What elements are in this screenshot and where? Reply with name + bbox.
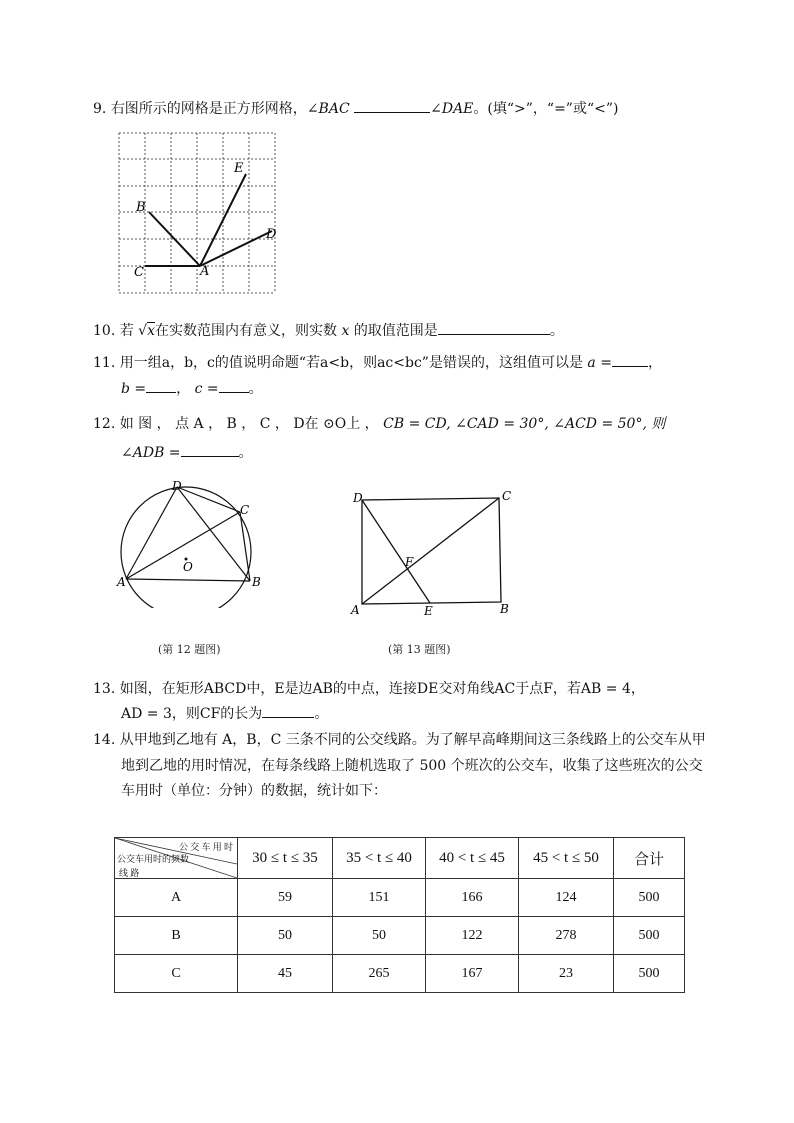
q11-line1 (93, 352, 662, 372)
question-number: 9. (93, 101, 107, 117)
q10-answer-blank[interactable] (438, 320, 550, 335)
q13-caption: (第 13 题图) (388, 643, 451, 656)
point-label-e: E (234, 161, 244, 176)
q13-line1 (93, 678, 645, 698)
table-header: 30 ≤ t ≤ 35 (238, 838, 333, 879)
q9-text: 右图所示的网格是正方形网格， (110, 101, 307, 117)
point-label-b: B (500, 602, 509, 616)
table-corner-cell (115, 838, 238, 879)
bus-time-table (114, 837, 685, 993)
q12-text: 如 图 ， 点 A ， B ， C ， D在 ⊙O上 ， (119, 416, 379, 432)
route-cell: C (115, 955, 238, 993)
q14-text-2: 地到乙地的用时情况，在每条线路上随机选取了 500 个班次的公交车，收集了这些班次的公交 (121, 758, 703, 774)
point-label-b: B (136, 200, 146, 215)
q10-text: 若 (119, 323, 134, 339)
q9-angle-lines (145, 174, 272, 266)
q11-line2 (121, 378, 263, 398)
q13-answer-blank[interactable] (262, 703, 314, 718)
table-cell: 50 (333, 917, 426, 955)
point-label-a: A (117, 575, 126, 589)
q11-end: 。 (248, 381, 263, 397)
point-label-o: O (183, 560, 193, 574)
table-cell: 500 (614, 917, 685, 955)
table-cell: 151 (333, 879, 426, 917)
question-number: 11. (93, 355, 116, 371)
q13-line2 (121, 703, 328, 723)
q11-c-blank[interactable] (219, 378, 249, 393)
question-number: 13. (93, 681, 116, 697)
table-row (115, 955, 685, 993)
q11-a-blank[interactable] (612, 352, 648, 367)
q13-end: 。 (314, 706, 329, 722)
q11-b-blank[interactable] (146, 378, 176, 393)
table-row (115, 917, 685, 955)
q10-text-mid: 在实数范围内有意义，则实数 (155, 323, 337, 339)
table-header: 40 < t ≤ 45 (426, 838, 519, 879)
point-label-d: D (172, 479, 182, 493)
q11-b-label: b = (121, 381, 147, 397)
corner-label-top: 公 交 车 用 时 (178, 842, 233, 852)
q12-arc-equality: CB = CD (383, 416, 447, 432)
q10-radicand: x (147, 323, 155, 339)
q9-angle-dae: ∠DAE (430, 101, 474, 117)
q12-answer-blank[interactable] (181, 442, 239, 457)
question-number: 12. (93, 416, 116, 432)
table-cell: 278 (519, 917, 614, 955)
q12-line1 (93, 413, 665, 433)
q13-rectangle-figure (348, 487, 518, 617)
point-label-c: C (502, 489, 512, 503)
q14-text-1: 从甲地到乙地有 A，B，C 三条不同的公交线路。为了解早高峰期间这三条线路上的公交车从甲 (119, 732, 706, 748)
table-cell: 45 (238, 955, 333, 993)
table-cell: 50 (238, 917, 333, 955)
q11-comma: ， (176, 381, 191, 397)
circle-o (121, 487, 251, 608)
q10-variable: x (341, 323, 350, 339)
point-label-b: B (252, 575, 261, 589)
corner-label-bottom: 线 路 (119, 868, 140, 878)
table-header: 45 < t ≤ 50 (519, 838, 614, 879)
q14-text-3: 车用时（单位：分钟）的数据，统计如下： (121, 783, 387, 799)
q12-angle-adb: ∠ADB = (121, 445, 181, 461)
q9-angle-bac: ∠BAC (306, 101, 350, 117)
q14-line1 (93, 729, 706, 749)
table-cell: 59 (238, 879, 333, 917)
q13-text-2: AD = 3，则CF的长为 (121, 706, 263, 722)
q11-text: 用一组a，b，c的值说明命题“若a<b，则ac<bc”是错误的，这组值可以是 (119, 355, 583, 371)
point-label-f: F (405, 555, 414, 569)
table-cell: 122 (426, 917, 519, 955)
point-label-a: A (200, 264, 210, 279)
table-cell: 265 (333, 955, 426, 993)
table-cell: 124 (519, 879, 614, 917)
point-label-a: A (351, 603, 360, 617)
q12-end: 。 (238, 445, 253, 461)
sqrt-symbol: √x (138, 323, 155, 339)
point-label-e: E (424, 604, 433, 617)
q10-text-post: 的取值范围是 (353, 323, 438, 339)
table-header: 35 < t ≤ 40 (333, 838, 426, 879)
q11-comma: ， (647, 355, 662, 371)
point-label-c: C (240, 503, 250, 517)
point-label-d: D (266, 227, 277, 242)
point-label-d: D (353, 491, 363, 505)
route-cell: B (115, 917, 238, 955)
point-label-c: C (134, 265, 144, 280)
q12-line2 (121, 442, 253, 462)
q12-circle-figure (116, 478, 271, 608)
route-cell: A (115, 879, 238, 917)
q9-instruction: 。(填“>”，“=”或“<”) (473, 101, 619, 117)
q9-grid-figure (104, 130, 284, 300)
q12-caption: (第 12 题图) (158, 643, 221, 656)
q9-answer-blank[interactable] (354, 98, 430, 113)
corner-label-middle: 公交车用时的频数 (117, 854, 190, 864)
q11-a-label: a = (587, 355, 612, 371)
q11-c-label: c = (194, 381, 219, 397)
table-cell: 167 (426, 955, 519, 993)
table-header: 合计 (614, 838, 685, 879)
q9-line (93, 98, 618, 118)
question-number: 14. (93, 732, 116, 748)
q12-angles: , ∠CAD = 30°, ∠ACD = 50°, 则 (446, 416, 666, 432)
table-header-row (115, 838, 685, 879)
table-row (115, 879, 685, 917)
q10-line (93, 320, 564, 340)
q13-text: 如图，在矩形ABCD中，E是边AB的中点，连接DE交对角线AC于点F，若AB = 4， (119, 681, 645, 697)
q10-end: 。 (549, 323, 564, 339)
table-cell: 500 (614, 955, 685, 993)
table-cell: 166 (426, 879, 519, 917)
question-number: 10. (93, 323, 116, 339)
table-cell: 23 (519, 955, 614, 993)
table-cell: 500 (614, 879, 685, 917)
